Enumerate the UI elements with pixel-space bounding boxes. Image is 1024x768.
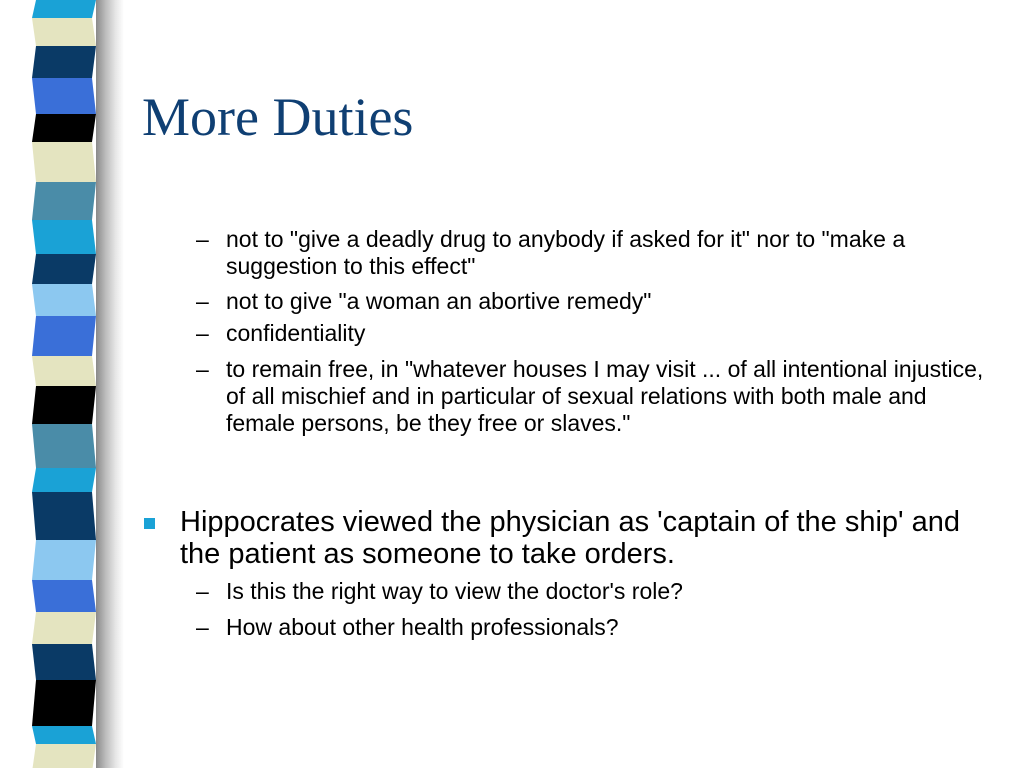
list-item xyxy=(196,288,1006,315)
slide-title: More Duties xyxy=(142,87,414,147)
dash-marker: – xyxy=(196,288,209,314)
square-bullet-icon xyxy=(144,518,155,529)
main-bullet xyxy=(180,506,980,570)
list-item-text: to remain free, in "whatever houses I may visit ... of all intentional injustice, of all mischief and in particular of sexual relations with both male and female persons, be they free or slaves." xyxy=(226,356,984,436)
dash-marker: – xyxy=(196,356,209,382)
dash-marker: – xyxy=(196,320,209,346)
list-item-text: Is this the right way to view the doctor's role? xyxy=(226,578,683,604)
list-item-text: How about other health professionals? xyxy=(226,614,619,640)
list-item xyxy=(196,578,1006,605)
list-item xyxy=(196,356,996,437)
dash-marker: – xyxy=(196,614,209,640)
dash-marker: – xyxy=(196,226,209,252)
list-item-text: not to "give a deadly drug to anybody if asked for it" nor to "make a suggestion to this effect" xyxy=(226,226,906,279)
main-bullet-text: Hippocrates viewed the physician as 'captain of the ship' and the patient as someone to take orders. xyxy=(180,506,961,570)
dash-marker: – xyxy=(196,578,209,604)
list-item-text: confidentiality xyxy=(226,320,366,346)
list-item-text: not to give "a woman an abortive remedy" xyxy=(226,288,652,314)
list-item xyxy=(196,226,1006,280)
list-item xyxy=(196,614,1006,641)
list-item xyxy=(196,320,1006,347)
